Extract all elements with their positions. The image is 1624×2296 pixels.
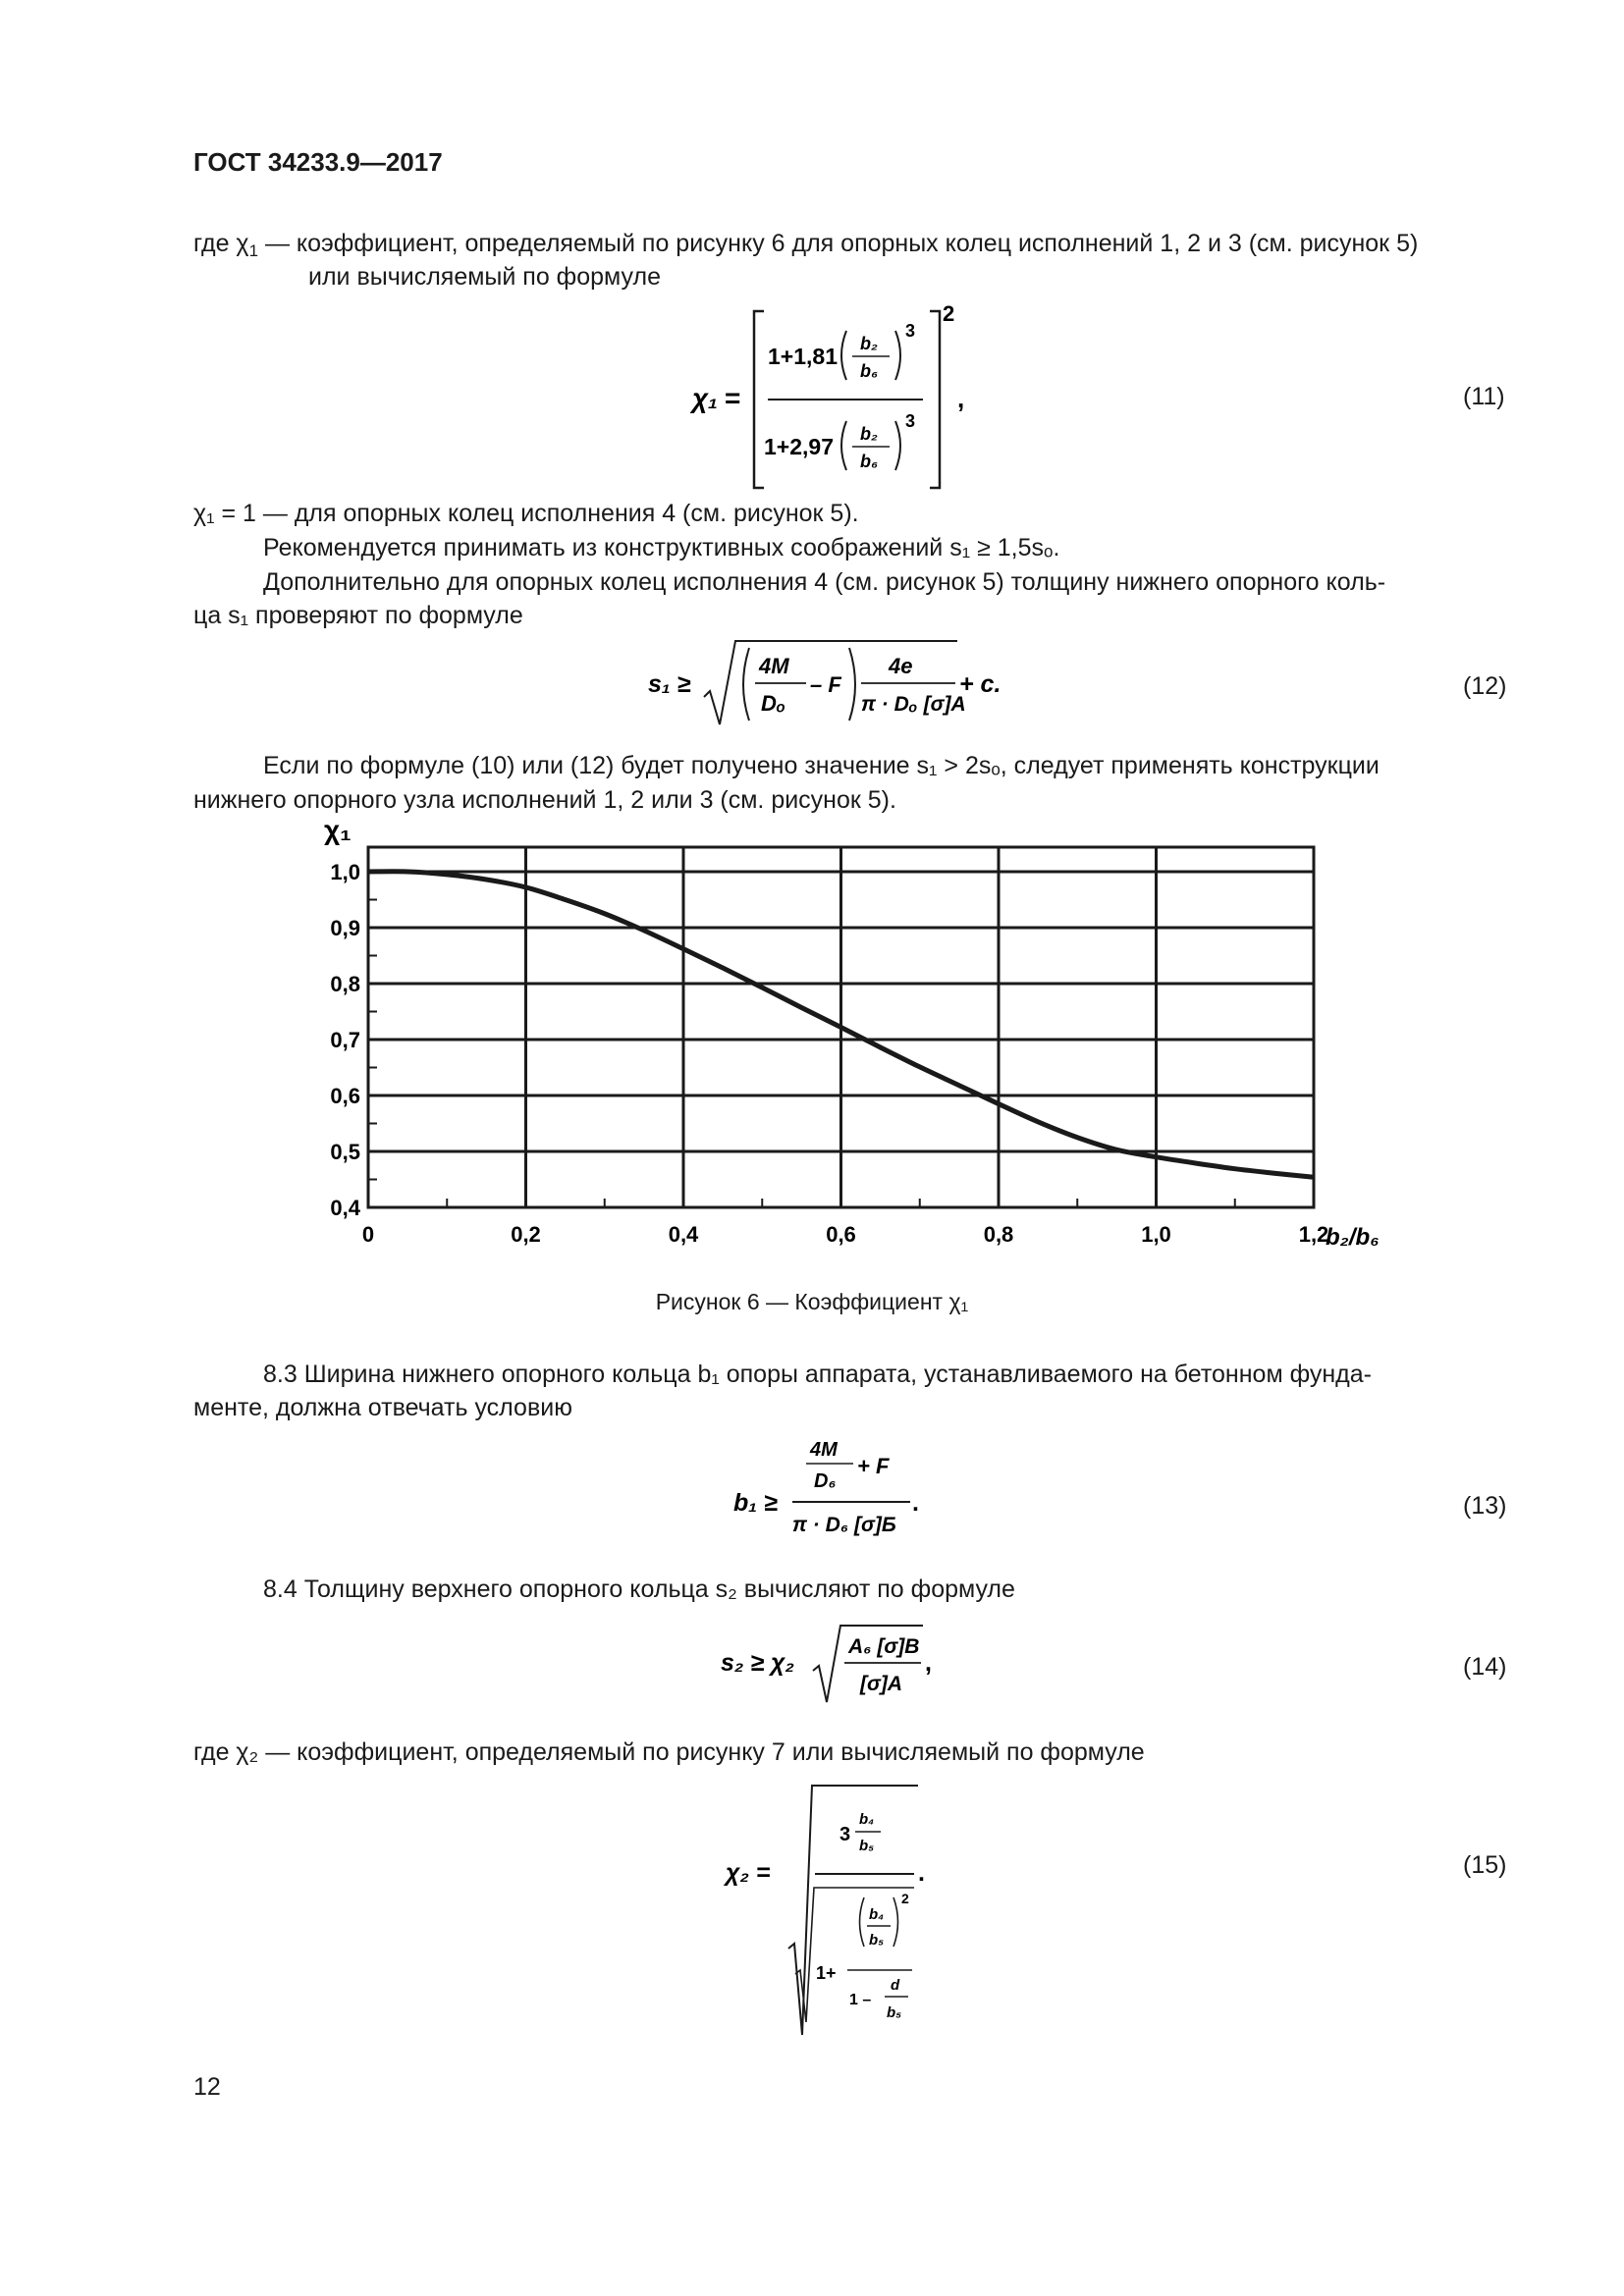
para-where-chi1 (193, 226, 1509, 261)
equation-13-graphic (731, 1433, 967, 1551)
eq11-outer-power: 2 (943, 301, 955, 326)
sec83-line1: 8.3 Ширина нижнего опорного кольца b₁ опоры аппарата, устанавливаемого на бетонном фунда- (263, 1361, 1372, 1388)
eq14-number: (14) (1463, 1653, 1507, 1681)
eq15-one-plus: 1+ (816, 1963, 837, 1983)
eq15-num-b5: b₅ (859, 1838, 875, 1854)
eq11-number: (11) (1463, 383, 1505, 410)
eq12-lhs: s₁ ≥ (648, 670, 691, 698)
where-line2: или вычисляемый по формуле (308, 263, 661, 291)
sec84-line1: 8.4 Толщину верхнего опорного кольца s₂ вычисляют по формуле (263, 1575, 1015, 1603)
x-tick-label: 0 (361, 1222, 375, 1247)
eq15-power: 2 (901, 1891, 909, 1906)
eq12-t2-num: 4e (889, 654, 913, 678)
eq12-plus-c: + c. (959, 670, 1001, 698)
eq12-number: (12) (1463, 672, 1507, 700)
equation-12 (643, 636, 1036, 729)
x-tick-label: 1,0 (1141, 1222, 1171, 1247)
eq15-den-b5: b₅ (869, 1932, 885, 1949)
eq13-top-den: D₆ (814, 1470, 837, 1492)
equation-14 (717, 1620, 962, 1708)
figure-6-chart (295, 815, 1404, 1276)
eq15-one-minus: 1 – (849, 1992, 872, 2008)
den-paren-left (841, 421, 846, 470)
x-tick-label: 0,2 (511, 1222, 541, 1247)
x-tick-label: 0,6 (826, 1222, 856, 1247)
eq15-d-b5: b₅ (887, 2004, 902, 2021)
eq12-paren-right (849, 648, 855, 721)
eq12-t2-den: π · Dₒ [σ]A (861, 693, 966, 716)
eq11-num-frac-bot: b₆ (860, 361, 879, 381)
right-bracket (930, 311, 940, 488)
sec83-line2: менте, должна отвечать условию (193, 1394, 572, 1421)
x-tick-label: 1,2 (1298, 1222, 1329, 1247)
eq15-paren-right (893, 1897, 898, 1947)
num-paren-left (841, 331, 846, 380)
equation-11 (687, 299, 982, 496)
eq15-lhs: χ₂ = (726, 1859, 771, 1887)
left-bracket (754, 311, 764, 488)
eq15-top: 3 (839, 1824, 851, 1845)
eq11-den-frac-top: b₂ (860, 424, 878, 444)
den-paren-right (895, 421, 900, 470)
eq12-t1-den: Dₒ (761, 691, 786, 716)
para3-line1: Если по формуле (10) или (12) будет получено значение s₁ > 2sₒ, следует применять конструкции (263, 752, 1380, 779)
chi1-equals-one-line: χ₁ = 1 — для опорных колец исполнения 4 (см. рисунок 5). (193, 500, 859, 527)
figure-6-caption: Рисунок 6 — Коэффициент χ₁ (655, 1289, 969, 1314)
standard-header: ГОСТ 34233.9—2017 (193, 147, 443, 177)
extra-check-line2: ца s₁ проверяют по формуле (193, 602, 523, 629)
page-number: 12 (193, 2073, 221, 2101)
where-lead: где $\chi_1$ (193, 230, 259, 261)
eq11-num-frac-top: b₂ (860, 334, 878, 353)
y-tick-label: 0,5 (330, 1140, 360, 1164)
eq13-end: . (912, 1489, 919, 1517)
eq15-den-b4: b₄ (869, 1906, 885, 1923)
y-tick-label: 0,4 (330, 1196, 360, 1220)
para3-line2: нижнего опорного узла исполнений 1, 2 или 3 (см. рисунок 5). (193, 786, 896, 814)
eq11-num-const: 1+1,81 (768, 344, 838, 369)
eq14-end: , (925, 1649, 932, 1677)
y-axis-label: χ₁ (324, 815, 352, 845)
eq11-num-power: 3 (905, 321, 916, 341)
recommend-line: Рекомендуется принимать из конструктивных соображений s₁ ≥ 1,5sₒ. (263, 534, 1060, 561)
x-axis-label: b₂/b₆ (1326, 1224, 1380, 1251)
equation-13 (731, 1433, 967, 1551)
x-tick-label: 0,8 (983, 1222, 1014, 1247)
eq15-end: . (918, 1859, 925, 1887)
eq13-plus-f: + F (857, 1454, 890, 1478)
eq13-top-num: 4M (810, 1439, 838, 1461)
extra-check-line1: Дополнительно для опорных колец исполнения 4 (см. рисунок 5) толщину нижнего опорного коль- (263, 568, 1386, 596)
eq14-den: [σ]A (860, 1673, 903, 1695)
y-tick-label: 0,8 (330, 972, 360, 996)
equation-15 (722, 1782, 957, 2037)
where-line1: — коэффициент, определяемый по рисунку 6 для опорных колец исполнений 1, 2 и 3 (см. рисунок 5) (258, 230, 1419, 257)
eq11-den-frac-bot: b₆ (860, 452, 879, 471)
y-tick-label: 0,6 (330, 1084, 360, 1108)
eq14-lhs: s₂ ≥ χ₂ (721, 1649, 795, 1677)
equation-14-graphic (717, 1620, 962, 1708)
para4-line1: где χ₂ — коэффициент, определяемый по рисунку 7 или вычисляемый по формуле (193, 1738, 1145, 1766)
eq15-paren-left (860, 1897, 865, 1947)
eq15-d: d (891, 1977, 900, 1994)
eq12-t1-num: 4M (759, 654, 789, 678)
eq11-equals: = (725, 383, 741, 413)
eq13-den: π · D₆ [σ]Б (792, 1514, 896, 1536)
chi1-chart-svg (295, 815, 1404, 1276)
eq11-comma: , (957, 384, 965, 413)
eq15-num-b4: b₄ (859, 1811, 875, 1828)
eq12-paren-left (743, 648, 749, 721)
equation-15-graphic (722, 1782, 957, 2037)
eq13-number: (13) (1463, 1492, 1507, 1520)
y-tick-label: 1,0 (330, 860, 360, 884)
num-paren-right (895, 331, 900, 380)
equation-12-graphic (643, 636, 1036, 729)
eq14-num: A₆ [σ]B (848, 1635, 920, 1658)
eq12-minus-f: – F (810, 672, 841, 697)
equation-11-graphic (687, 299, 982, 496)
x-tick-label: 0,4 (668, 1222, 699, 1247)
eq11-den-const: 1+2,97 (764, 434, 834, 459)
y-tick-label: 0,7 (330, 1028, 360, 1052)
eq15-number: (15) (1463, 1851, 1507, 1879)
eq11-den-power: 3 (905, 411, 916, 431)
y-tick-label: 0,9 (330, 916, 360, 940)
eq11-lhs: χ₁ (692, 383, 719, 413)
eq13-lhs: b₁ ≥ (733, 1489, 778, 1517)
